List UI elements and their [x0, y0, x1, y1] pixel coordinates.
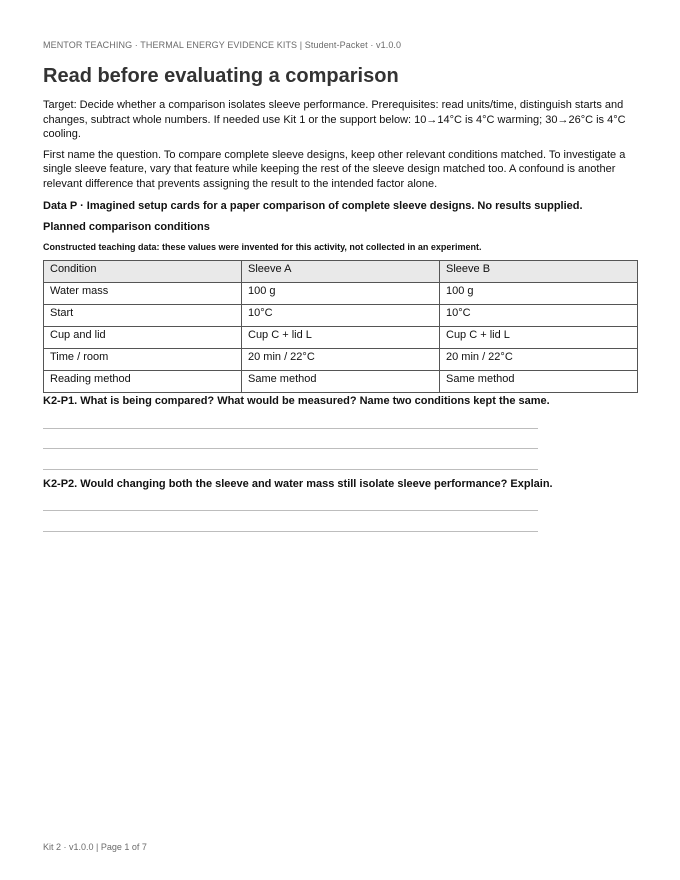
table-row	[44, 349, 638, 371]
table-cell: Cup C + lid L	[242, 327, 440, 349]
answer-line[interactable]	[43, 491, 538, 512]
answer-area-k2-p1[interactable]	[43, 408, 538, 470]
answer-line[interactable]	[43, 408, 538, 429]
table-cell: 10°C	[440, 305, 638, 327]
table-cell: Time / room	[44, 349, 242, 371]
table-cell: Cup C + lid L	[440, 327, 638, 349]
constructed-data-note: Constructed teaching data: these values were invented for this activity, not collected in an experiment.	[43, 242, 482, 252]
table-cell: Start	[44, 305, 242, 327]
intro-target-paragraph: Target: Decide whether a comparison isolates sleeve performance. Prerequisites: read units/time, distinguish starts and changes, subtract whole numbers. If needed use Kit 1 or the support below: 10→14°C is 4°C warming; 30→26°C is 4°C cooling.	[43, 99, 626, 140]
table-cell: Reading method	[44, 371, 242, 393]
worksheet-content	[43, 98, 638, 532]
answer-line[interactable]	[43, 511, 538, 532]
intro-method-paragraph: First name the question. To compare complete sleeve designs, keep other relevant conditions matched. To investigate a single sleeve feature, vary that feature while keeping the rest of the sleeve design matched too. A confound is another relevant difference that prevents assigning the result to the intended factor alone.	[43, 148, 626, 190]
comparison-conditions-table	[43, 260, 638, 393]
table-header-row	[44, 261, 638, 283]
table-row	[44, 371, 638, 393]
table-cell: 100 g	[242, 283, 440, 305]
page-footer: Kit 2 · v1.0.0 | Page 1 of 7	[43, 842, 147, 852]
table-row	[44, 305, 638, 327]
table-cell: Cup and lid	[44, 327, 242, 349]
column-header-sleeve-a: Sleeve A	[242, 261, 440, 283]
worksheet-page	[43, 0, 638, 880]
column-header-condition: Condition	[44, 261, 242, 283]
table-cell: Same method	[440, 371, 638, 393]
page-title: Read before evaluating a comparison	[43, 65, 399, 87]
table-row	[44, 327, 638, 349]
answer-line[interactable]	[43, 449, 538, 470]
data-section-heading: Data P · Imagined setup cards for a paper comparison of complete sleeve designs. No results supplied.	[43, 200, 583, 212]
question-k2-p2: K2-P2. Would changing both the sleeve and water mass still isolate sleeve performance? Explain.	[43, 477, 553, 490]
table-cell: 20 min / 22°C	[440, 349, 638, 371]
running-header: MENTOR TEACHING · THERMAL ENERGY EVIDENCE KITS | Student-Packet · v1.0.0	[43, 40, 402, 50]
table-cell: 20 min / 22°C	[242, 349, 440, 371]
table-title: Planned comparison conditions	[43, 221, 210, 233]
answer-line[interactable]	[43, 429, 538, 450]
answer-area-k2-p2[interactable]	[43, 491, 538, 532]
table-row	[44, 283, 638, 305]
table-cell: Water mass	[44, 283, 242, 305]
table-cell: 10°C	[242, 305, 440, 327]
table-cell: 100 g	[440, 283, 638, 305]
table-cell: Same method	[242, 371, 440, 393]
column-header-sleeve-b: Sleeve B	[440, 261, 638, 283]
question-k2-p1: K2-P1. What is being compared? What would be measured? Name two conditions kept the same.	[43, 395, 550, 407]
